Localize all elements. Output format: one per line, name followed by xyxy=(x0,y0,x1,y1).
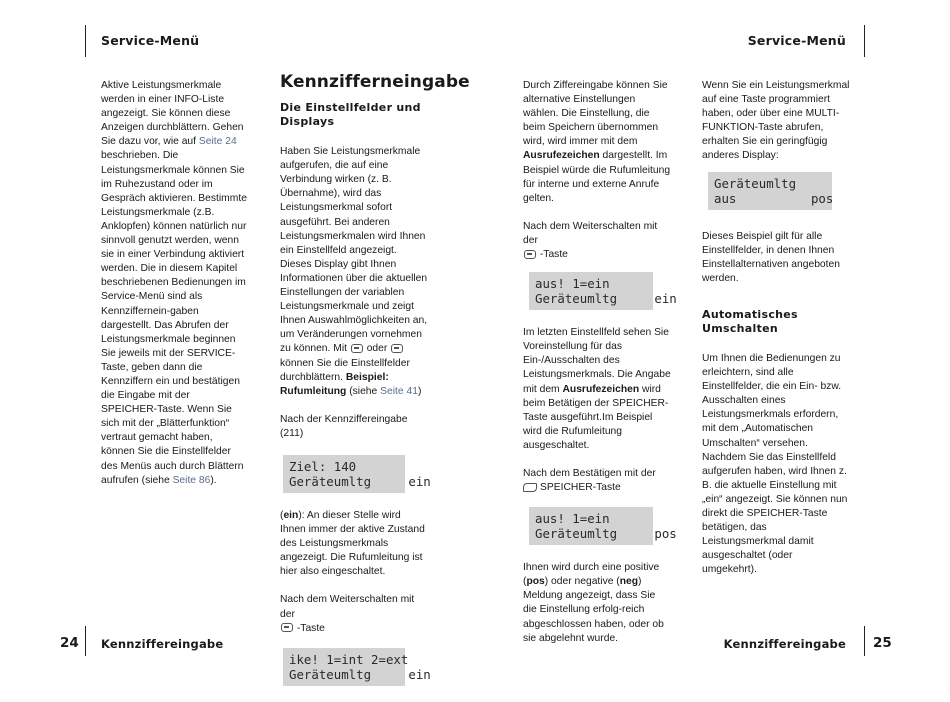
paragraph-beispiel: Dieses Beispiel gilt für alle Einstellfelder, in denen Ihnen Einstellalternativen angeboten werden. xyxy=(702,230,840,284)
column-4 xyxy=(702,79,850,591)
header-left-title: Service-Menü xyxy=(101,33,200,48)
paragraph-nach-kennziffer: Nach der Kennziffereingabe (211) xyxy=(280,413,408,439)
scroll-key-icon xyxy=(391,344,403,353)
speicher-key-icon xyxy=(523,483,537,492)
paragraph-ziffereingabe: Durch Ziffereingabe können Sie alternative Einstellungen wählen. Die Einstellung, die beim Speichern übernommen wird, wird immer mit dem Ausrufezeichen dargestellt. Im Beispiel würde die Rufumleitung für interne und externe Anrufe gelten. xyxy=(523,80,671,204)
lcd-display-multifunktion: Geräteumltg aus pos xyxy=(708,172,832,210)
scroll-key-icon xyxy=(281,623,293,632)
paragraph-ein: (ein): An dieser Stelle wird Ihnen immer der aktive Zustand des Leistungsmerkmals angezeigt. Die Rufumleitung ist hier also eingeschaltet. xyxy=(280,509,425,578)
footer-right-title: Kennziffereingabe xyxy=(723,637,846,651)
paragraph-taste-programmiert: Wenn Sie ein Leistungsmerkmal auf eine Taste programmiert haben, oder über eine MULTI-FUNKTION-Taste abrufen, erhalten Sie ein geringfügig anderes Display: xyxy=(702,80,850,162)
column-3 xyxy=(523,79,677,660)
lcd-display-aus-ein: aus! 1=ein Geräteumltg ein xyxy=(529,272,653,310)
link-seite-86[interactable]: Seite 86 xyxy=(172,474,211,486)
paragraph-meldung: Ihnen wird durch eine positive (pos) oder negative (neg) Meldung angezeigt, dass Sie die Einstellung erfolg-reich abgeschlossen haben, oder ob sie abgelehnt wurde. xyxy=(523,562,664,644)
column-1 xyxy=(101,79,247,502)
header-right-title: Service-Menü xyxy=(747,33,846,48)
paragraph-bestaetigen: Nach dem Bestätigen mit der SPEICHER-Taste xyxy=(523,467,656,494)
column-2 xyxy=(280,72,470,702)
paragraph-weiterschalten: Nach dem Weiterschalten mit der -Taste xyxy=(280,594,415,634)
paragraph-einstellfelder: Haben Sie Leistungsmerkmale aufgerufen, die auf eine Verbindung wirken (z. B. Übernahme), wird das Leistungsmerkmal sofort ausgeführt. Bei anderen Leistungsmerkmalen wird Ihnen ein Einstellfeld angezeigt. Dieses Display gibt Ihnen Informationen über die aktuellen Einstellungen der variablen Leistungsmerkmale und zeigt Ihnen Auswahlmöglichkeiten an, um Veränderungen vornehmen zu können. Mit oder können Sie die Einstellfelder durchblättern. Beispiel: Rufumleitung (siehe Seite 41) xyxy=(280,146,428,397)
header-rule-left xyxy=(85,25,86,57)
scroll-key-icon xyxy=(351,344,363,353)
section-heading-umschalten: Automatisches Umschalten xyxy=(702,307,798,335)
page-number-left: 24 xyxy=(60,635,79,651)
page-heading: Kennzifferneingabe xyxy=(280,72,470,92)
lcd-display-pos: aus! 1=ein Geräteumltg pos xyxy=(529,507,653,545)
lcd-display-ziel: Ziel: 140 Geräteumltg ein xyxy=(283,455,405,493)
link-seite-24[interactable]: Seite 24 xyxy=(198,136,237,148)
scroll-key-icon xyxy=(524,250,536,259)
footer-left-title: Kennziffereingabe xyxy=(101,637,224,651)
paragraph-umschalten: Um Ihnen die Bedienungen zu erleichtern, sind alle Einstellfelder, die ein Ein- bzw. Ausschalten eines Leistungsmerkmals erfordern, mit dem „Automatischen Umschalten“ versehen. Nachdem Sie das Einstellfeld aufgerufen haben, wird Ihnen z. B. die aktuelle Einstellung mit „ein“ angezeigt. Sie können nun direkt die SPEICHER-Taste betätigen, das Leistungsmerkmal damit ausgeschaltet (oder umgekehrt). xyxy=(702,352,848,576)
footer-rule-left xyxy=(85,626,86,656)
lcd-display-int-ext: ike! 1=int 2=ext Geräteumltg ein xyxy=(283,648,405,686)
intro-paragraph: Aktive Leistungsmerkmale werden in einer INFO-Liste angezeigt. Sie können diese Anzeigen durchblättern. Gehen Sie dazu vor, wie auf Seite 24 beschrieben. Die Leistungsmerkmale können Sie im Ruhezustand oder im Gespräch aktivieren. Bestimmte Leistungsmerkmale (z.B. Anklopfen) können natürlich nur sinnvoll genutzt werden, wenn sie in einer Verbindung aktiviert werden. Die in diesem Kapitel beschriebenen Bedienungen im Service-Menü sind als Kennziffernein-gaben dargestellt. Das Abrufen der Leistungsmerkmale beginnen Sie jeweils mit der SERVICE-Taste, geben dann die Kennziffern ein und bestätigen die Eingabe mit der SPEICHER-Taste. Wenn Sie sich mit der „Blätterfunktion“ vertraut gemacht haben, können Sie die Einstellfelder des Menüs auch durch Blättern aufrufen (siehe Seite 86). xyxy=(101,80,247,486)
paragraph-letztes-einstellfeld: Im letzten Einstellfeld sehen Sie Voreinstellung für das Ein-/Ausschalten des Leistungsmerkmals. Die Angabe mit dem Ausrufezeichen wird beim Betätigen der SPEICHER- Taste ausgeführt.Im Beispiel wird die Rufumleitung ausgeschaltet. xyxy=(523,327,671,451)
page-number-right: 25 xyxy=(873,635,892,651)
paragraph-weiterschalten-2: Nach dem Weiterschalten mit der -Taste xyxy=(523,220,658,261)
header-rule-right xyxy=(864,25,865,57)
footer-rule-right xyxy=(864,626,865,656)
section-heading-einstellfelder: Die Einstellfelder und Displays xyxy=(280,101,421,129)
link-seite-41[interactable]: Seite 41 xyxy=(380,385,418,397)
